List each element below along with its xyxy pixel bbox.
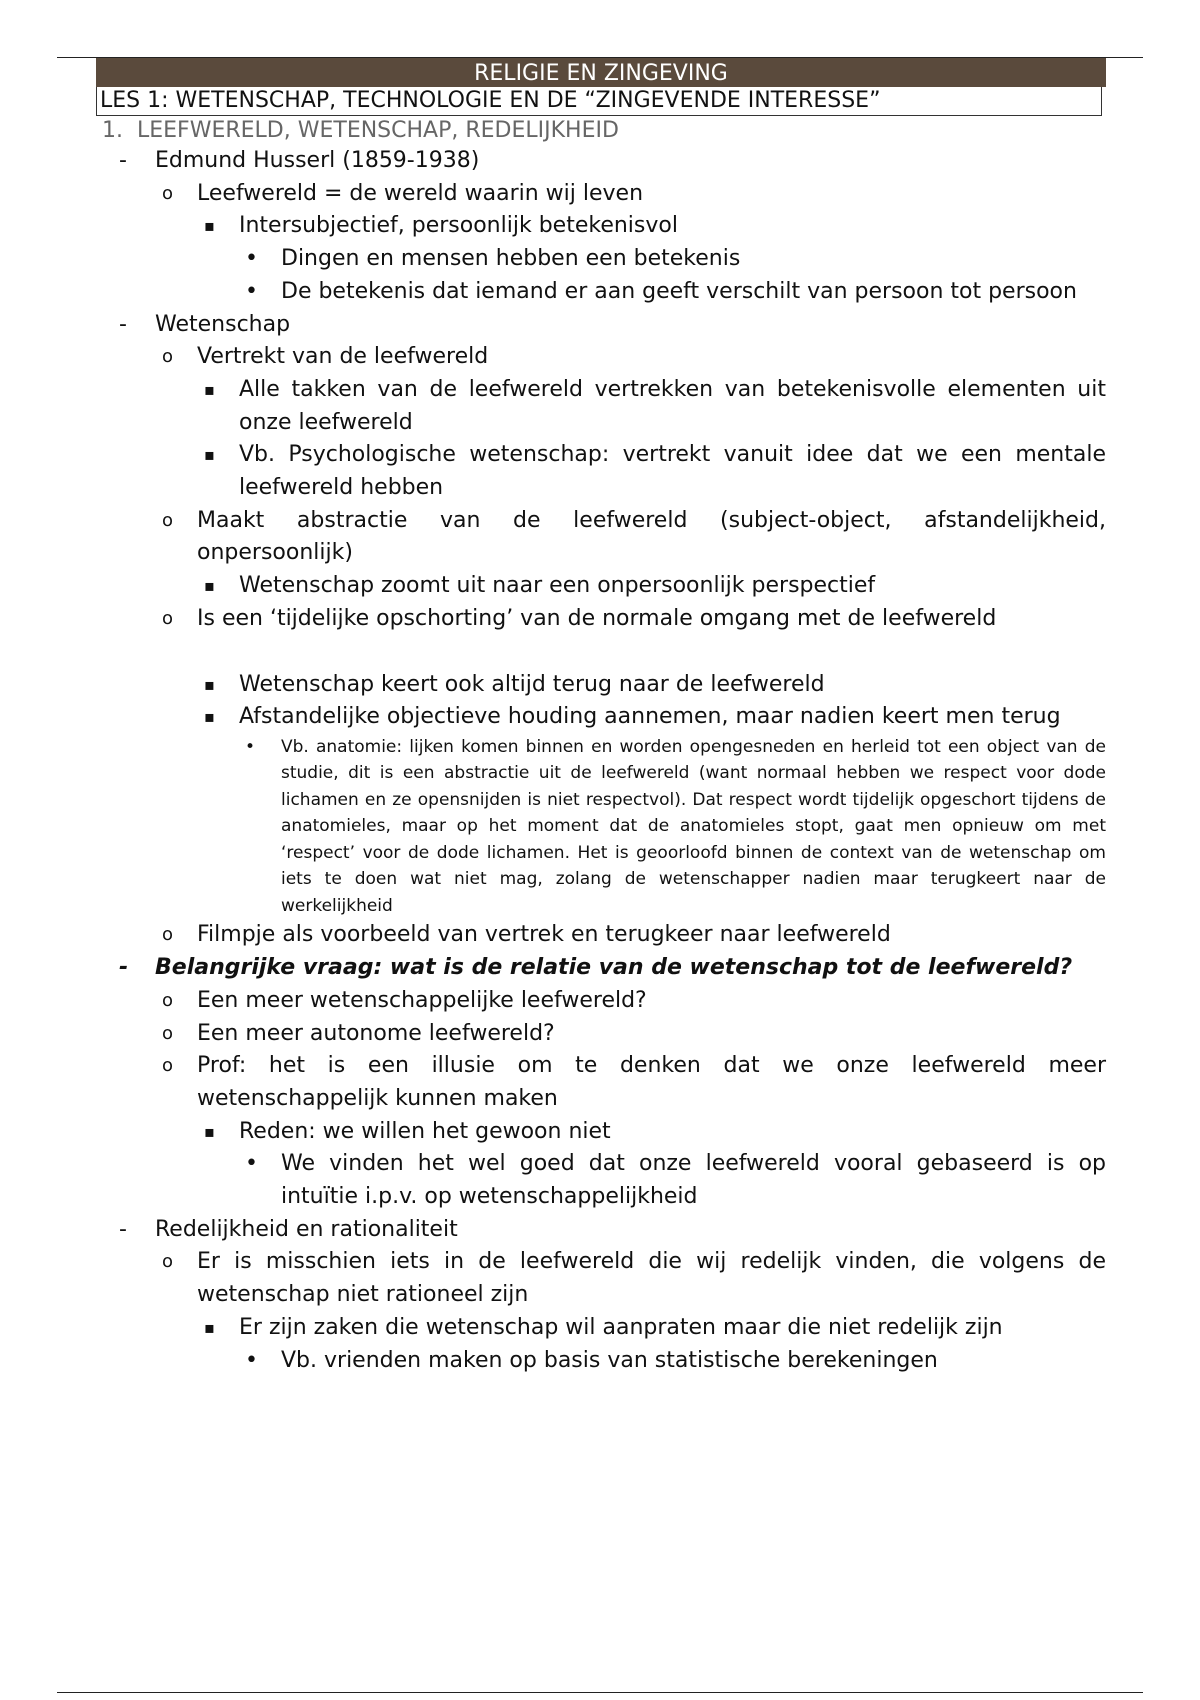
dash-marker: - (119, 148, 127, 173)
list-item: • We vinden het wel goed dat onze leefwereld vooral gebaseerd is op intuïtie i.p.v. op wetenschappelijkheid (96, 1148, 1106, 1213)
list-item: ▪ Afstandelijke objectieve houding aannemen, maar nadien keert men terug (96, 701, 1106, 734)
square-marker: ▪ (204, 674, 215, 694)
circle-marker: o (162, 1055, 174, 1077)
list-item: ▪ Reden: we willen het gewoon niet (96, 1116, 1106, 1149)
list-item: ▪ Wetenschap keert ook altijd terug naar de leefwereld (96, 669, 1106, 702)
circle-marker: o (162, 1251, 174, 1273)
list-item: o Vertrekt van de leefwereld (96, 341, 1106, 374)
circle-marker: o (162, 989, 174, 1011)
list-item: o Is een ‘tijdelijke opschorting’ van de normale omgang met de leefwereld (96, 603, 1106, 636)
list-item: o Leefwereld = de wereld waarin wij leven (96, 178, 1106, 211)
list-item: o Prof: het is een illusie om te denken dat we onze leefwereld meer wetenschappelijk kunnen maken (96, 1050, 1106, 1115)
list-item: ▪ Wetenschap zoomt uit naar een onpersoonlijk perspectief (96, 570, 1106, 603)
lesson-title: LES 1: WETENSCHAP, TECHNOLOGIE EN DE “ZINGEVENDE INTERESSE” (96, 87, 1102, 116)
list-item: - Belangrijke vraag: wat is de relatie van de wetenschap tot de leefwereld? (96, 952, 1106, 985)
document-page (96, 58, 1106, 1377)
list-item: ▪ Vb. Psychologische wetenschap: vertrekt vanuit idee dat we een mentale leefwereld hebben (96, 439, 1106, 504)
list-item: - Edmund Husserl (1859-1938) (96, 145, 1106, 178)
bullet-marker: • (245, 1151, 258, 1177)
bottom-rule (57, 1692, 1143, 1693)
square-marker: ▪ (204, 1317, 215, 1337)
list-item: o Een meer autonome leefwereld? (96, 1018, 1106, 1051)
list-item: o Er is misschien iets in de leefwereld die wij redelijk vinden, die volgens de wetenschap niet rationeel zijn (96, 1246, 1106, 1311)
list-item: - Wetenschap (96, 309, 1106, 342)
list-item: • Vb. anatomie: lijken komen binnen en worden opengesneden en herleid tot een object van de studie, dit is een abstractie uit de leefwereld (want normaal hebben we respect voor dode lichamen en ze opensnijden is niet respectvol). Dat respect wordt tijdelijk opgeschort tijdens de anatomieles, maar op het moment dat de anatomieles stopt, gaat men opnieuw om met ‘respect’ voor de dode lichamen. Het is geoorloofd binnen de context van de wetenschap om iets te doen wat niet mag, zolang de wetenschapper nadien maar terugkeert naar de werkelijkheid (96, 734, 1106, 920)
circle-marker: o (162, 924, 174, 946)
square-marker: ▪ (204, 379, 215, 399)
square-marker: ▪ (204, 1121, 215, 1141)
list-item: • De betekenis dat iemand er aan geeft verschilt van persoon tot persoon (96, 276, 1106, 309)
dash-marker: - (119, 955, 129, 981)
square-marker: ▪ (204, 576, 215, 596)
section-number: 1. (102, 118, 123, 143)
bullet-marker: • (245, 246, 258, 272)
list-item: o Een meer wetenschappelijke leefwereld? (96, 985, 1106, 1018)
circle-marker: o (162, 509, 174, 531)
list-item: • Dingen en mensen hebben een betekenis (96, 243, 1106, 276)
list-item: ▪ Alle takken van de leefwereld vertrekken van betekenisvolle elementen uit onze leefwereld (96, 374, 1106, 439)
list-item: - Redelijkheid en rationaliteit (96, 1214, 1106, 1247)
bullet-marker: • (245, 278, 258, 304)
list-item: o Maakt abstractie van de leefwereld (subject-object, afstandelijkheid, onpersoonlijk) (96, 505, 1106, 570)
course-title-banner: RELIGIE EN ZINGEVING (96, 58, 1106, 87)
list-item: ▪ Er zijn zaken die wetenschap wil aanpraten maar die niet redelijk zijn (96, 1312, 1106, 1345)
bullet-marker: • (245, 1347, 258, 1373)
section-heading (102, 116, 1106, 145)
square-marker: ▪ (204, 445, 215, 465)
list-item: ▪ Intersubjectief, persoonlijk betekenisvol (96, 210, 1106, 243)
list-item: • Vb. vrienden maken op basis van statistische berekeningen (96, 1345, 1106, 1378)
circle-marker: o (162, 1022, 174, 1044)
section-title: LEEFWERELD, WETENSCHAP, REDELIJKHEID (137, 118, 619, 143)
circle-marker: o (162, 607, 174, 629)
list-item: o Filmpje als voorbeeld van vertrek en terugkeer naar leefwereld (96, 919, 1106, 952)
circle-marker: o (162, 346, 174, 368)
dash-marker: - (119, 311, 127, 337)
circle-marker: o (162, 182, 174, 204)
dash-marker: - (119, 1216, 127, 1242)
square-marker: ▪ (204, 216, 215, 236)
blank-line (96, 636, 1106, 669)
bullet-marker: • (245, 736, 256, 757)
square-marker: ▪ (204, 707, 215, 727)
